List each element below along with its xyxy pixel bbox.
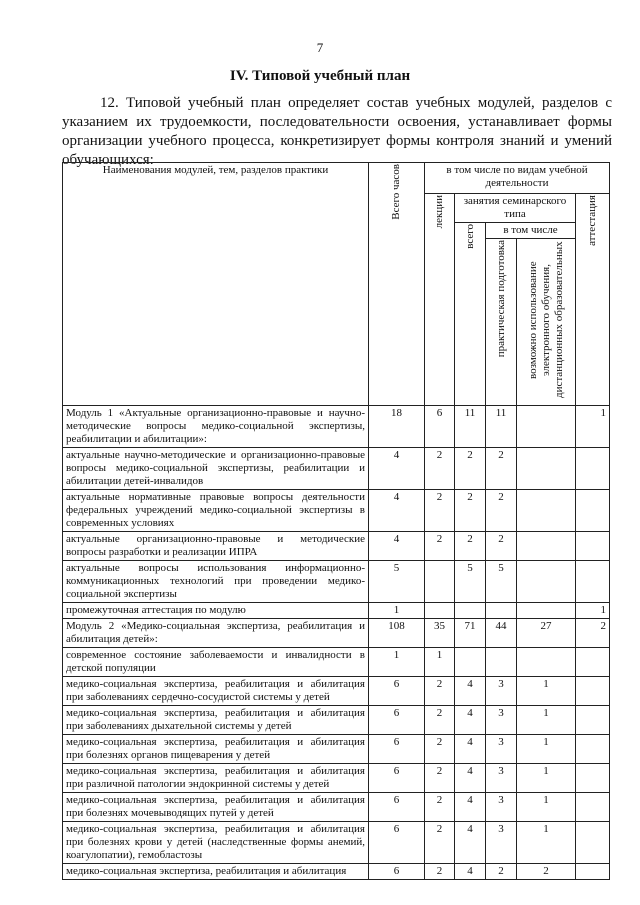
cell-practical (486, 603, 517, 619)
topic-row (63, 448, 610, 490)
cell-attestation (576, 648, 610, 677)
curriculum-table (62, 162, 610, 880)
cell-seminar (455, 648, 486, 677)
cell-attestation (576, 864, 610, 880)
cell-practical: 3 (486, 735, 517, 764)
cell-attestation: 2 (576, 619, 610, 648)
cell-attestation (576, 532, 610, 561)
cell-total: 6 (369, 793, 425, 822)
cell-distance (517, 603, 576, 619)
cell-practical: 2 (486, 448, 517, 490)
header-activity-group: в том числе по видам учебной деятельности (425, 163, 610, 194)
cell-seminar: 4 (455, 735, 486, 764)
cell-total: 6 (369, 677, 425, 706)
topic-row (63, 490, 610, 532)
cell-total: 1 (369, 648, 425, 677)
cell-total: 4 (369, 490, 425, 532)
row-name: актуальные нормативные правовые вопросы деятельности федеральных учреждений медико-социальной экспертизы в современных условиях (63, 490, 369, 532)
cell-distance (517, 448, 576, 490)
cell-lectures: 2 (425, 793, 455, 822)
cell-attestation (576, 448, 610, 490)
row-name: медико-социальная экспертиза, реабилитация и абилитация при болезнях крови у детей (наследственные формы анемий, коагулопатии), гемобластозы (63, 822, 369, 864)
cell-attestation (576, 735, 610, 764)
topic-row (63, 706, 610, 735)
cell-lectures: 2 (425, 735, 455, 764)
header-practical: практическая подготовка (486, 239, 517, 406)
cell-total: 5 (369, 561, 425, 603)
cell-total: 4 (369, 448, 425, 490)
cell-attestation (576, 490, 610, 532)
cell-lectures: 2 (425, 764, 455, 793)
cell-attestation (576, 706, 610, 735)
row-name: актуальные организационно-правовые и методические вопросы разработки и реализации ИПРА (63, 532, 369, 561)
cell-total: 6 (369, 864, 425, 880)
topic-row (63, 822, 610, 864)
header-including: в том числе (486, 223, 576, 239)
row-name: медико-социальная экспертиза, реабилитация и абилитация (63, 864, 369, 880)
cell-seminar (455, 603, 486, 619)
cell-distance: 1 (517, 764, 576, 793)
cell-total: 6 (369, 764, 425, 793)
cell-distance: 27 (517, 619, 576, 648)
cell-practical (486, 648, 517, 677)
header-distance: возможно использование электронного обучения, дистанционных образовательных (517, 239, 576, 406)
cell-lectures: 2 (425, 677, 455, 706)
cell-distance: 1 (517, 677, 576, 706)
cell-seminar: 4 (455, 793, 486, 822)
cell-seminar: 4 (455, 822, 486, 864)
cell-seminar: 11 (455, 406, 486, 448)
cell-practical: 3 (486, 764, 517, 793)
cell-distance: 1 (517, 822, 576, 864)
cell-practical: 3 (486, 677, 517, 706)
row-name: медико-социальная экспертиза, реабилитация и абилитация при болезнях органов пищеварения у детей (63, 735, 369, 764)
topic-row (63, 603, 610, 619)
cell-distance (517, 648, 576, 677)
cell-total: 108 (369, 619, 425, 648)
cell-attestation (576, 677, 610, 706)
row-name: актуальные научно-методические и организационно-правовые вопросы медико-социальной экспертизы, реабилитации и абилитации детей-инвалидов (63, 448, 369, 490)
cell-total: 4 (369, 532, 425, 561)
cell-attestation (576, 764, 610, 793)
cell-lectures: 2 (425, 864, 455, 880)
cell-total: 6 (369, 822, 425, 864)
cell-practical: 11 (486, 406, 517, 448)
page-number: 7 (316, 40, 324, 55)
row-name: медико-социальная экспертиза, реабилитация и абилитация при различной патологии эндокринной системы у детей (63, 764, 369, 793)
cell-practical: 2 (486, 864, 517, 880)
topic-row (63, 793, 610, 822)
cell-practical: 3 (486, 706, 517, 735)
cell-seminar: 4 (455, 706, 486, 735)
topic-row (63, 561, 610, 603)
cell-distance: 1 (517, 735, 576, 764)
cell-seminar: 5 (455, 561, 486, 603)
cell-practical: 44 (486, 619, 517, 648)
header-total-hours: Всего часов (369, 163, 425, 406)
cell-practical: 2 (486, 532, 517, 561)
topic-row (63, 677, 610, 706)
cell-lectures: 35 (425, 619, 455, 648)
cell-lectures: 2 (425, 822, 455, 864)
topic-row (63, 735, 610, 764)
cell-total: 1 (369, 603, 425, 619)
cell-attestation: 1 (576, 603, 610, 619)
cell-attestation (576, 793, 610, 822)
cell-practical: 5 (486, 561, 517, 603)
row-name: Модуль 1 «Актуальные организационно-правовые и научно-методические вопросы медико-социальной экспертизы, реабилитации и абилитации»: (63, 406, 369, 448)
cell-distance (517, 561, 576, 603)
topic-row (63, 864, 610, 880)
header-lectures: лекции (425, 194, 455, 406)
row-name: медико-социальная экспертиза, реабилитация и абилитация при заболеваниях дыхательной системы у детей (63, 706, 369, 735)
header-seminar-total: всего (455, 223, 486, 406)
cell-practical: 3 (486, 822, 517, 864)
cell-attestation (576, 561, 610, 603)
cell-distance (517, 406, 576, 448)
cell-lectures: 2 (425, 448, 455, 490)
cell-seminar: 2 (455, 448, 486, 490)
cell-distance (517, 532, 576, 561)
header-name: Наименования модулей, тем, разделов практики (63, 163, 369, 406)
topic-row (63, 532, 610, 561)
cell-seminar: 4 (455, 677, 486, 706)
cell-practical: 2 (486, 490, 517, 532)
cell-distance: 2 (517, 864, 576, 880)
cell-seminar: 71 (455, 619, 486, 648)
cell-lectures: 2 (425, 706, 455, 735)
cell-total: 18 (369, 406, 425, 448)
cell-distance (517, 490, 576, 532)
cell-lectures: 2 (425, 532, 455, 561)
cell-distance: 1 (517, 706, 576, 735)
cell-lectures: 2 (425, 490, 455, 532)
row-name: актуальные вопросы использования информационно-коммуникационных технологий при проведении медико-социальной экспертизы (63, 561, 369, 603)
module-row (63, 619, 610, 648)
row-name: медико-социальная экспертиза, реабилитация и абилитация при болезнях мочевыводящих путей у детей (63, 793, 369, 822)
cell-seminar: 2 (455, 490, 486, 532)
cell-attestation: 1 (576, 406, 610, 448)
row-name: медико-социальная экспертиза, реабилитация и абилитация при заболеваниях сердечно-сосудистой системы у детей (63, 677, 369, 706)
topic-row (63, 764, 610, 793)
cell-total: 6 (369, 706, 425, 735)
header-seminar-group: занятия семинарского типа (455, 194, 576, 223)
cell-attestation (576, 822, 610, 864)
row-name: Модуль 2 «Медико-социальная экспертиза, реабилитация и абилитация детей»: (63, 619, 369, 648)
cell-distance: 1 (517, 793, 576, 822)
module-row (63, 406, 610, 448)
cell-lectures: 1 (425, 648, 455, 677)
cell-total: 6 (369, 735, 425, 764)
cell-lectures (425, 603, 455, 619)
cell-practical: 3 (486, 793, 517, 822)
topic-row (63, 648, 610, 677)
cell-lectures (425, 561, 455, 603)
header-attestation: аттестация (576, 194, 610, 406)
row-name: промежуточная аттестация по модулю (63, 603, 369, 619)
cell-lectures: 6 (425, 406, 455, 448)
cell-seminar: 2 (455, 532, 486, 561)
section-title: IV. Типовой учебный план (229, 68, 411, 84)
row-name: современное состояние заболеваемости и инвалидности в детской популяции (63, 648, 369, 677)
cell-seminar: 4 (455, 864, 486, 880)
cell-seminar: 4 (455, 764, 486, 793)
intro-paragraph: 12. Типовой учебный план определяет состав учебных модулей, разделов с указанием их трудоемкости, последовательности освоения, устанавливает формы организации учебного процесса, конкретизирует формы контроля знаний и умений обучающихся: (62, 95, 612, 168)
